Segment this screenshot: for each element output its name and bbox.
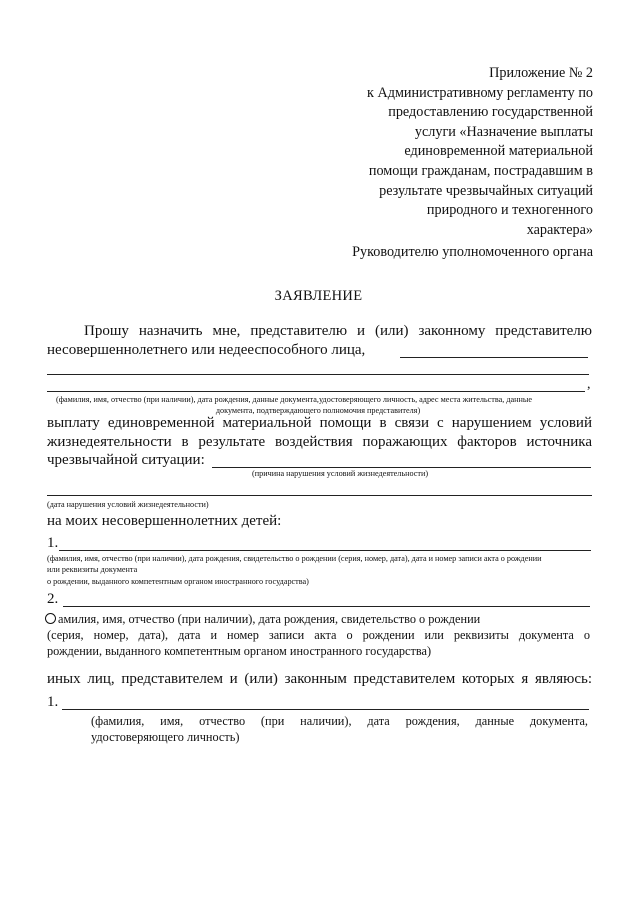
applicant-details-field-2[interactable]	[47, 391, 585, 392]
child-2-caption-text: амилия, имя, отчество (при наличии), дата рождения, свидетельство о рождении	[58, 612, 481, 626]
date-caption: (дата нарушения условий жизнедеятельности)	[47, 500, 209, 509]
appendix-line: результате чрезвычайных ситуаций	[379, 182, 593, 199]
appendix-line: характера»	[526, 221, 593, 238]
child-2-field[interactable]	[63, 606, 590, 607]
comma-mark: ,	[587, 377, 591, 392]
other-1-number: 1.	[47, 694, 59, 710]
payment-line-1: выплату единовременной материальной помощи в связи с нарушением условий	[47, 415, 592, 431]
request-line-2: несовершеннолетнего или недееспособного лица,	[47, 342, 366, 358]
appendix-line: предоставлению государственной	[388, 104, 593, 121]
request-line-1: Прошу назначить мне, представителю и (или) законному представителю	[84, 323, 592, 339]
addressee: Руководителю уполномоченного органа	[352, 244, 593, 260]
applicant-name-field[interactable]	[400, 357, 588, 358]
other-1-caption-line-1: (фамилия, имя, отчество (при наличии), дата рождения, данные документа,	[91, 714, 588, 728]
applicant-caption-line-2: документа, подтверждающего полномочия представителя)	[215, 406, 421, 415]
other-1-caption-line-2: удостоверяющего личность)	[91, 730, 240, 744]
child-1-number: 1.	[47, 535, 59, 551]
child-2-caption-line-1	[47, 611, 480, 627]
appendix-header	[293, 64, 593, 240]
appendix-line: помощи гражданам, пострадавшим в	[368, 162, 593, 179]
appendix-line: Приложение № 2	[489, 65, 593, 81]
appendix-line: к Административному регламенту по	[367, 84, 593, 101]
child-2-number: 2.	[47, 591, 59, 607]
payment-line-2: жизнедеятельности в результате воздействия поражающих факторов источника	[47, 434, 592, 450]
child-2-caption-line-3: рождении, выданного компетентным органом иностранного государства)	[47, 644, 432, 658]
applicant-details-field-1[interactable]	[47, 374, 589, 375]
appendix-line: природного и техногенного	[426, 202, 593, 219]
scan-mark-icon	[45, 613, 56, 624]
applicant-caption-line-1: (фамилия, имя, отчество (при наличии), дата рождения, данные документа,удостоверяющего личность, адрес места жительства, данные	[56, 395, 533, 404]
children-heading: на моих несовершеннолетних детей:	[47, 513, 282, 529]
child-2-caption-line-2: (серия, номер, дата), дата и номер записи акта о рождении или реквизиты документа о	[47, 628, 590, 642]
others-heading: иных лиц, представителем и (или) законным представителем которых я являюсь:	[47, 671, 592, 687]
appendix-line: единовременной материальной	[404, 143, 593, 160]
appendix-line: услуги «Назначение выплаты	[414, 123, 593, 140]
document-title: ЗАЯВЛЕНИЕ	[274, 288, 363, 304]
child-1-caption-line-3: о рождении, выданного компетентным органом иностранного государства)	[47, 577, 309, 586]
child-1-field[interactable]	[59, 550, 591, 551]
child-1-caption-line-1: (фамилия, имя, отчество (при наличии), дата рождения, свидетельство о рождении (серия, номер, дата), дата и номер записи акта о рождении	[47, 554, 542, 563]
child-1-caption-line-2: или реквизиты документа	[47, 565, 138, 574]
disruption-date-field[interactable]	[47, 495, 592, 496]
reason-caption: (причина нарушения условий жизнедеятельности)	[252, 469, 429, 478]
payment-line-3: чрезвычайной ситуации:	[47, 452, 205, 468]
other-person-1-field[interactable]	[62, 709, 589, 710]
